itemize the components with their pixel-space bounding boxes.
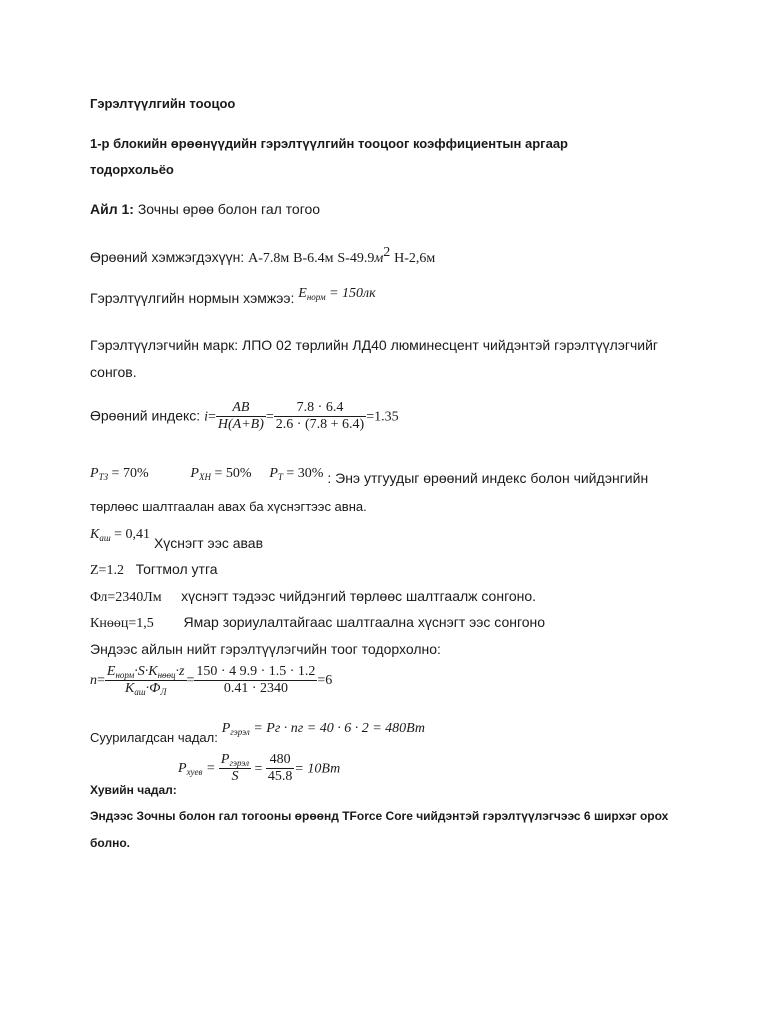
z-note: Тогтмол утга <box>135 561 218 577</box>
index-lhs: i <box>204 409 208 425</box>
kash-symbol: $K_{аш}$ <box>90 527 111 543</box>
installed-formula: $P_{гэрэл}$ = Pг · nг = 40 · 6 · 2 = 480Вт <box>221 721 425 737</box>
reflect-line: $P_{ТЗ} = 70\%$ $P_{ХН} = 50\%$ $P_Т = 30\%$ : Энэ утгуудыг өрөөний индекс болон чийдэнгийн <box>90 466 649 486</box>
count-denominator: $K_{аш}\cdot Ф_Л$ <box>124 681 167 698</box>
norm-label: Гэрэлтүүлгийн нормын хэмжээ: <box>90 290 295 306</box>
conclusion-line-1: Эндээс Зочны болон гал тогооны өрөөнд TForce Core чийдэнтэй гэрэлтүүлэгчээс 6 ширхэг орох <box>90 809 669 823</box>
norm-subscript: норм <box>306 292 326 302</box>
phi-note: хүснэгт тэдээс чийдэнгий төрлөөс шалтгаалж сонгоно. <box>181 588 537 604</box>
pt-value: 30% <box>297 466 324 481</box>
z-value: Z=1.2 <box>90 563 124 578</box>
room-name: Зочны өрөө болон гал тогоо <box>137 201 321 217</box>
heading-line-2: тодорхольёо <box>90 162 174 177</box>
dim-s: S-49.9 <box>337 251 375 266</box>
dim-s-exp: 2 <box>383 245 391 260</box>
room-label: Айл 1: <box>90 201 134 217</box>
kash-note: Хүснэгт ээс авав <box>153 535 264 551</box>
kash-value: = 0,41 <box>114 527 151 542</box>
norm-symbol: E <box>298 286 307 301</box>
installed-label: Суурилагдсан чадал: <box>90 730 218 745</box>
norm-value: = 150лк <box>329 286 376 301</box>
kash-line <box>90 525 264 551</box>
pt3-symbol: $P_{ТЗ}$ <box>90 466 109 482</box>
index-numerator: AB <box>216 400 266 417</box>
pt-symbol: $P_Т$ <box>269 466 283 482</box>
dim-h: Н-2,6м <box>394 251 436 266</box>
index-fraction-numeric <box>274 400 366 433</box>
specific-result: = 10Вт <box>294 761 341 777</box>
knoots-line <box>90 614 545 633</box>
count-intro: Эндээс айлын нийт гэрэлтүүлэгчийн тоог тодорхолно: <box>90 641 441 657</box>
dim-s-unit: м <box>374 251 384 266</box>
specific-fraction-symbolic: $\frac{P_{гэрэл}}{S}$ <box>220 752 249 785</box>
count-result: =6 <box>317 673 333 689</box>
pxn-symbol: $P_{ХН}$ <box>190 466 211 482</box>
dim-b: В-6.4м <box>293 251 334 266</box>
count-fraction-numeric <box>194 664 317 697</box>
z-line <box>90 561 218 580</box>
pxn-value: 50% <box>225 466 252 481</box>
norm-formula <box>298 286 375 301</box>
heading-line-1: 1-р блокийн өрөөнүүдийн гэрэлтүүлгийн тооцоог коэффициентын аргаар <box>90 136 568 151</box>
index-label: Өрөөний индекс: <box>90 407 201 424</box>
dimensions-label: Өрөөний хэмжэгдэхүүн: <box>90 249 245 265</box>
phi-value: Фл=2340Лм <box>90 590 162 605</box>
dim-a: А-7.8м <box>248 251 290 266</box>
knoots-value: Кнөөц=1,5 <box>90 616 154 631</box>
knoots-note: Ямар зориулалтайгаас шалтгаална хүснэгт ээс сонгоно <box>183 614 546 630</box>
pt3-value: 70% <box>122 466 149 481</box>
count-denominator-numeric: 0.41 · 2340 <box>223 681 288 697</box>
index-fraction-symbolic <box>216 400 266 433</box>
index-denominator: H(A+B) <box>217 417 264 433</box>
room-line <box>90 201 320 218</box>
index-result: =1.35 <box>366 409 399 425</box>
installed-line <box>90 719 425 745</box>
norm-line <box>90 286 376 309</box>
specific-numerator: 480 <box>266 752 295 769</box>
conclusion-line-2: болно. <box>90 836 130 850</box>
phi-line <box>90 588 536 607</box>
specific-formula: $P_{хуев}$ = $\frac{P_{гэрэл}}{S}$ = $\frac{480}{45.8}$ = 10Вт <box>178 752 341 785</box>
index-line: Өрөөний индекс: i= $\frac{AB}{H(A+B)}$ = $\frac{7.8 \cdot 6.4}{2.6 \cdot (7.8 + 6.4)}$ =1.35 <box>90 400 399 433</box>
lamp-line-2: сонгов. <box>90 364 137 380</box>
count-fraction-symbolic <box>105 664 187 698</box>
doc-title: Гэрэлтүүлгийн тооцоо <box>90 96 236 111</box>
index-numerator-numeric: 7.8 · 6.4 <box>274 400 366 417</box>
specific-label: Хувийн чадал: <box>90 783 177 797</box>
count-numerator-numeric: 150 · 4 9.9 · 1.5 · 1.2 <box>194 664 317 681</box>
reflect-note-1: : Энэ утгуудыг өрөөний индекс болон чийдэнгийн <box>327 470 649 486</box>
lamp-line-1: Гэрэлтүүлэгчийн марк: ЛПО 02 төрлийн ЛД40 люминесцент чийдэнтэй гэрэлтүүлэгчийг <box>90 337 659 353</box>
reflect-note-2: төрлөөс шалтгаалан авах ба хүснэгтээс авна. <box>90 499 367 514</box>
count-formula: n= $\frac{E_{норм}\cdot S\cdot K_{нөөц}\cdot z}{K_{аш}\cdot Ф_Л}$ = $\frac{150 \cdot 4 9.9 \cdot 1.5 \cdot 1.2}{0.41 \cdot 2340}$ =6 <box>90 664 333 698</box>
count-numerator: $E_{норм}\cdot S\cdot K_{нөөц}\cdot z$ <box>106 664 185 680</box>
specific-denominator: 45.8 <box>267 769 293 785</box>
index-denominator-numeric: 2.6 · (7.8 + 6.4) <box>275 417 365 433</box>
specific-fraction-numeric <box>266 752 295 785</box>
dimensions-line <box>90 245 435 268</box>
